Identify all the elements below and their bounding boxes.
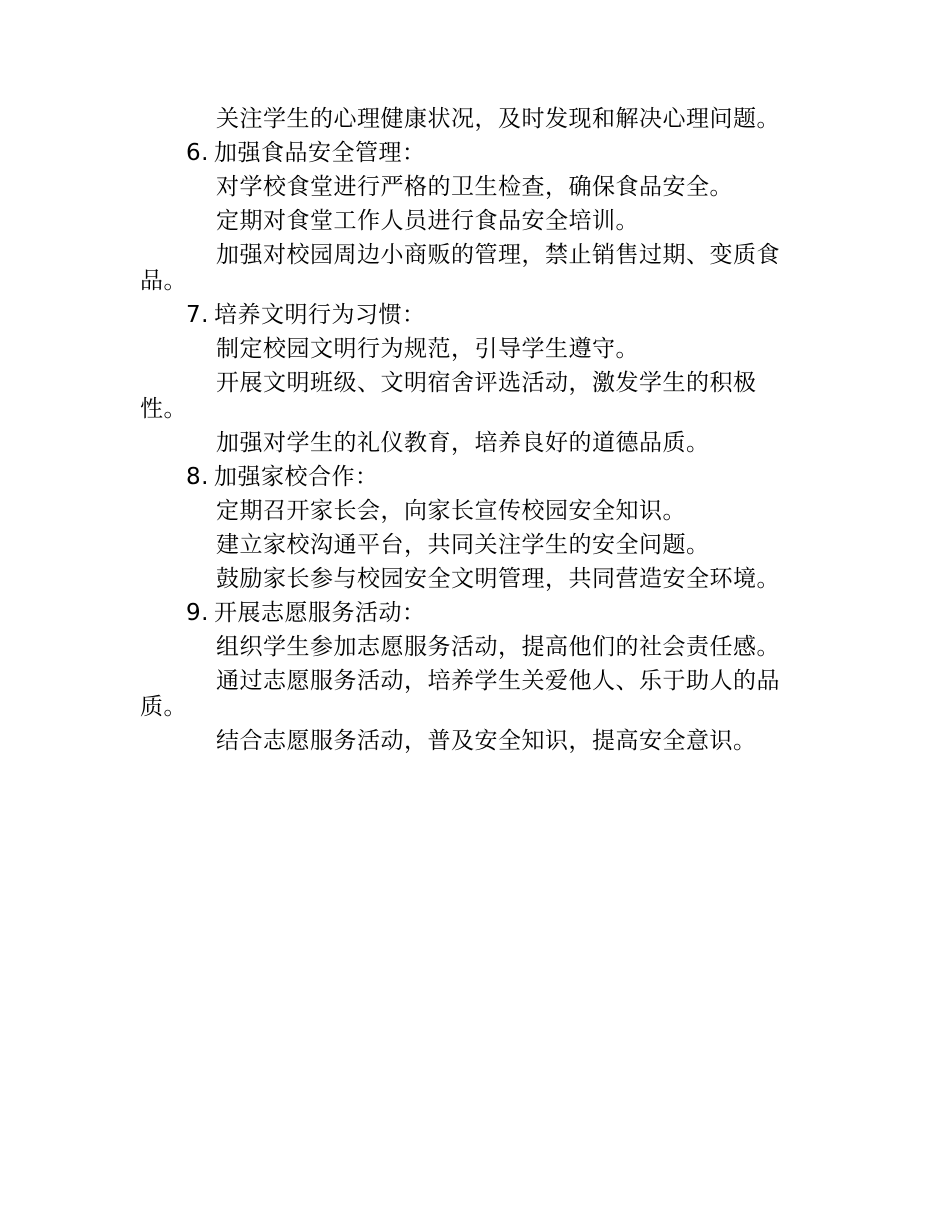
section-title: 加强家校合作： [214, 464, 379, 490]
paragraph-volunteer-safety: 结合志愿服务活动，普及安全知识，提高安全意识。 [216, 728, 757, 754]
paragraph-evaluation-activities: 开展文明班级、文明宿舍评选活动，激发学生的积极性。 [140, 370, 757, 422]
paragraph-staff-training: 定期对食堂工作人员进行食品安全培训。 [216, 208, 639, 234]
paragraph-volunteer-participation: 组织学生参加志愿服务活动，提高他们的社会责任感。 [216, 634, 780, 660]
section-heading-volunteer [140, 600, 800, 626]
paragraph-volunteer-care: 通过志愿服务活动，培养学生关爱他人、乐于助人的品质。 [140, 668, 780, 720]
paragraph-parent-participation: 鼓励家长参与校园安全文明管理，共同营造安全环境。 [216, 566, 780, 592]
document-body [140, 106, 800, 762]
paragraph-communication-platform: 建立家校沟通平台，共同关注学生的安全问题。 [216, 532, 710, 558]
section-heading-food-safety [140, 140, 800, 166]
section-number: 9. [186, 600, 209, 626]
paragraph-canteen-inspection: 对学校食堂进行严格的卫生检查，确保食品安全。 [216, 174, 733, 200]
section-number: 8. [186, 464, 209, 490]
section-heading-home-school [140, 464, 800, 490]
section-title: 开展志愿服务活动： [214, 600, 426, 626]
paragraph-etiquette-education: 加强对学生的礼仪教育，培养良好的道德品质。 [216, 430, 710, 456]
paragraph-psychology: 关注学生的心理健康状况，及时发现和解决心理问题。 [216, 106, 780, 132]
section-number: 6. [186, 140, 209, 166]
section-title: 加强食品安全管理： [214, 140, 426, 166]
paragraph-behavior-rules: 制定校园文明行为规范，引导学生遵守。 [216, 336, 639, 362]
paragraph-parent-meetings: 定期召开家长会，向家长宣传校园安全知识。 [216, 498, 686, 524]
section-number: 7. [186, 302, 209, 328]
section-heading-civilized-behavior [140, 302, 800, 328]
paragraph-vendor-management: 加强对校园周边小商贩的管理，禁止销售过期、变质食品。 [140, 242, 780, 294]
section-title: 培养文明行为习惯： [214, 302, 426, 328]
